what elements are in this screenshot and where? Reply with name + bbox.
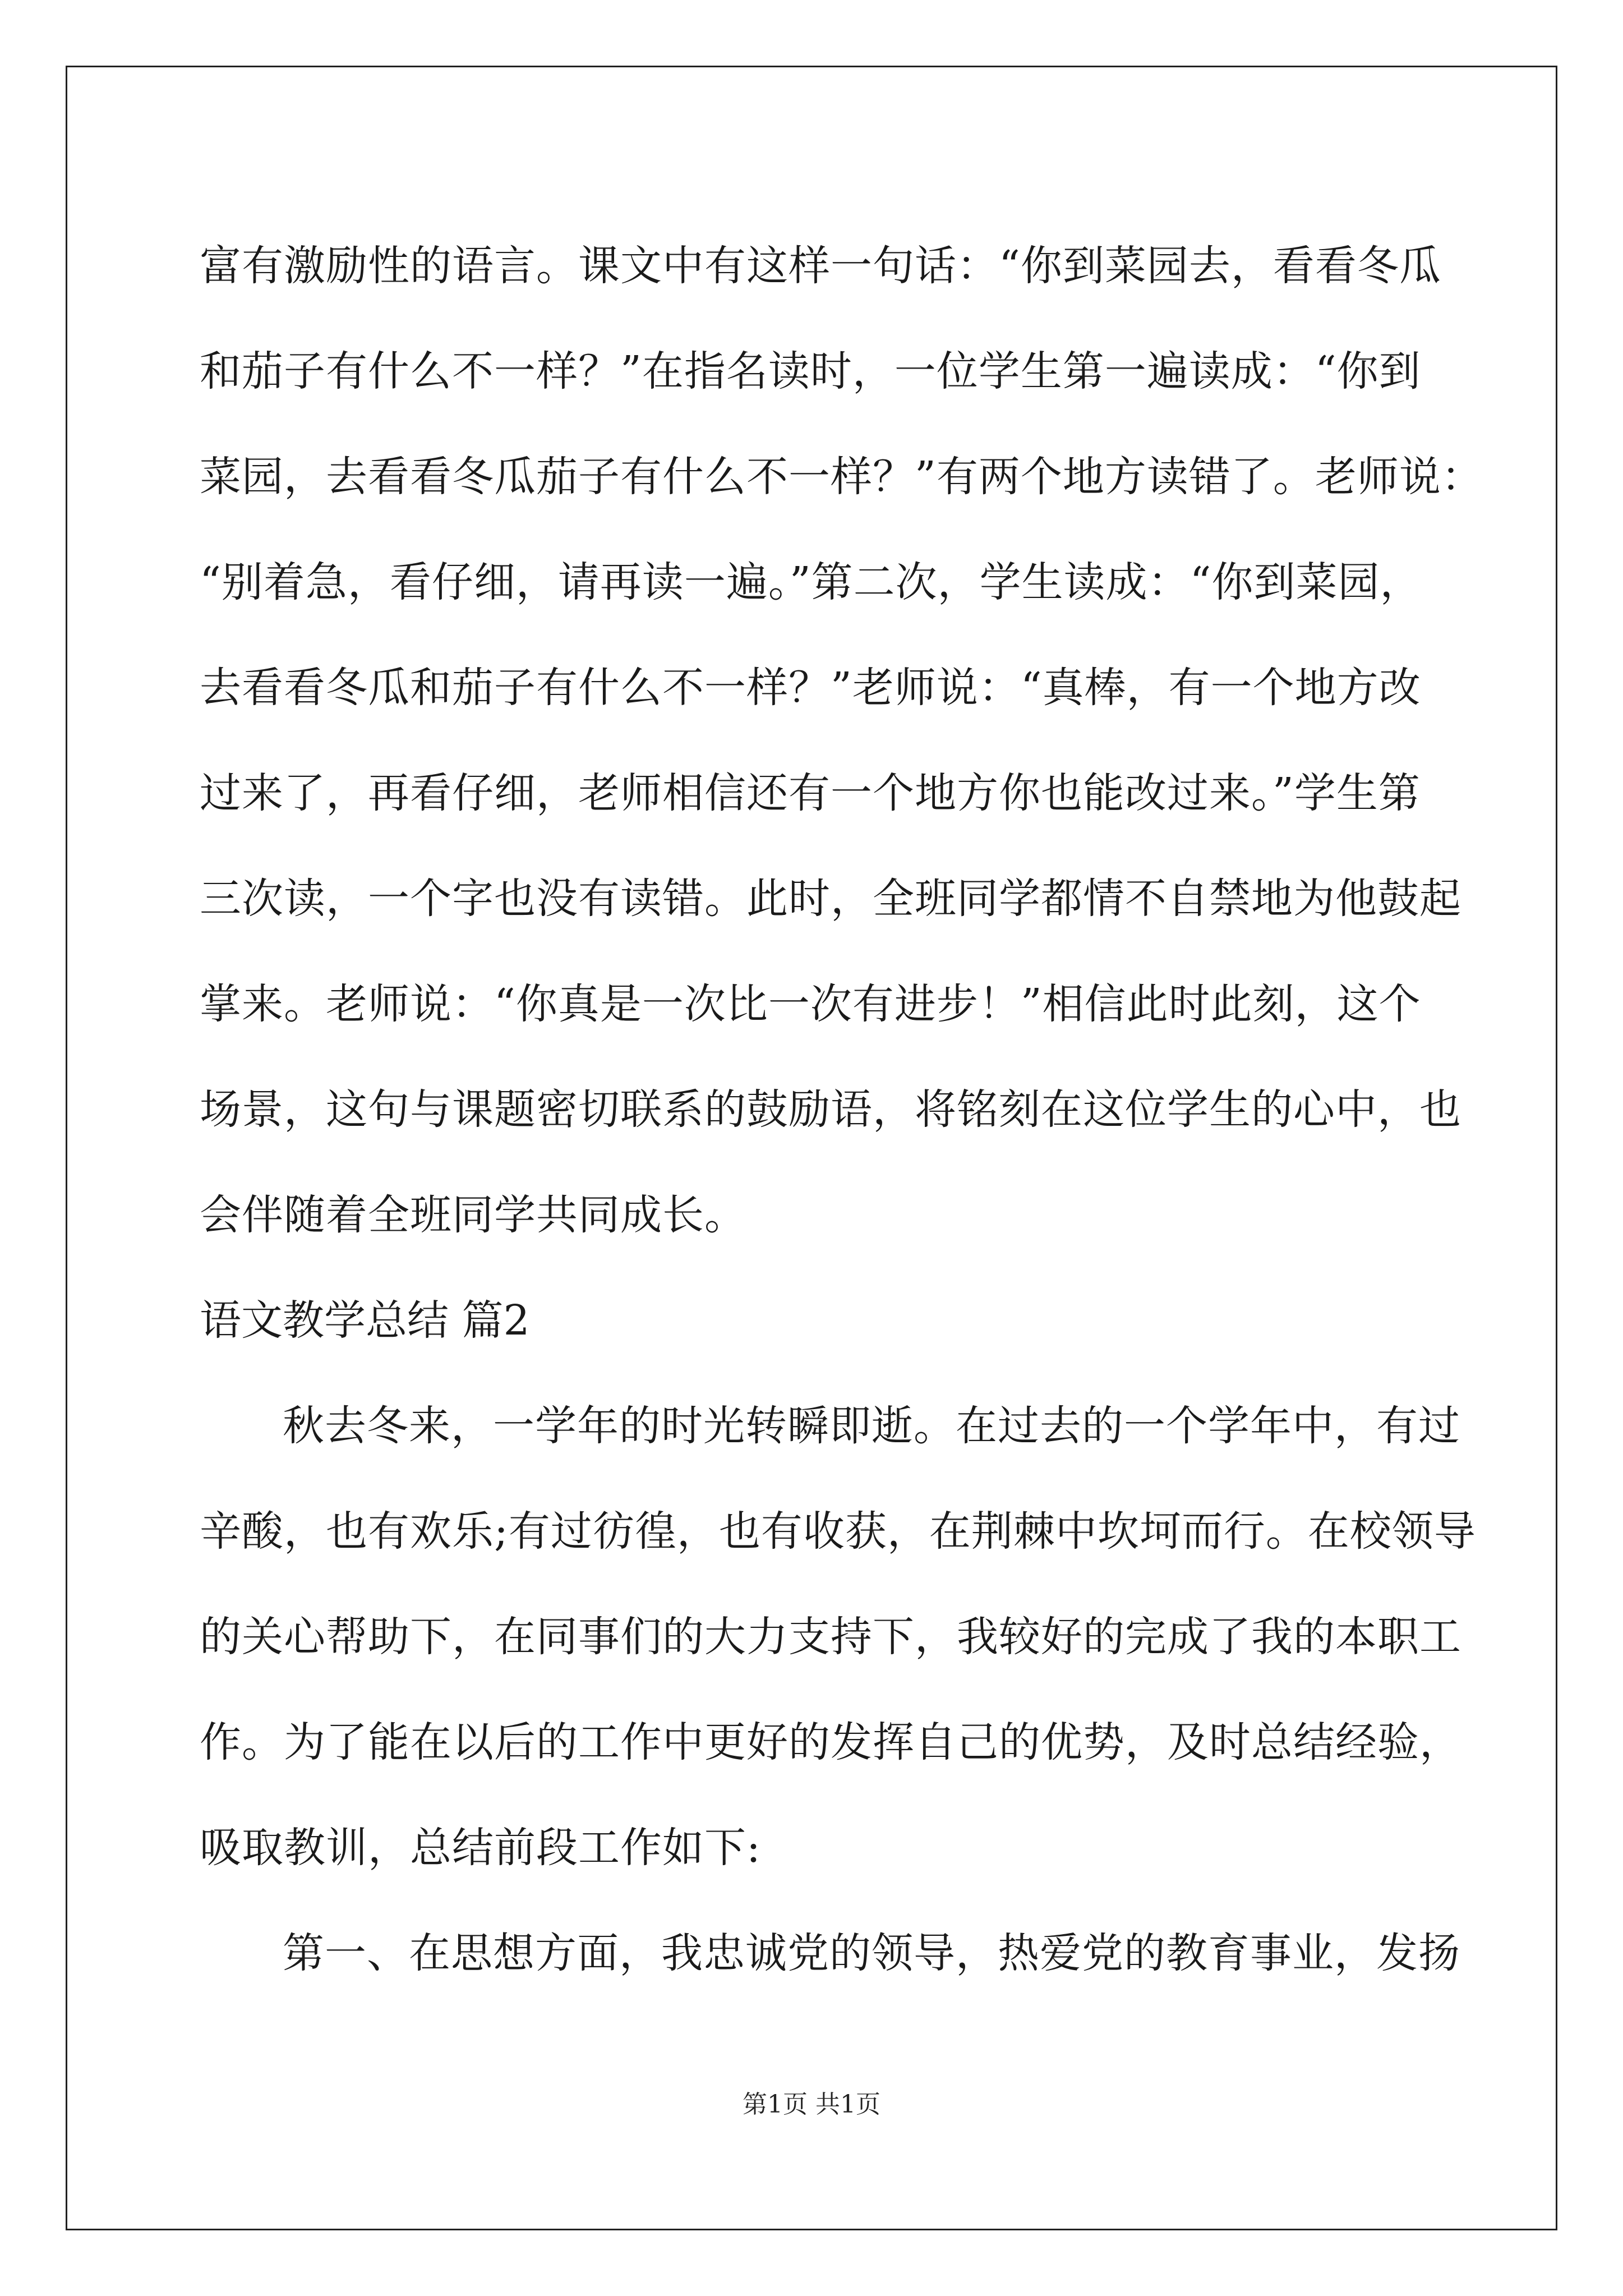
text-line: 吸取教训，总结前段工作如下: [200, 1824, 761, 1872]
document-body [200, 213, 1483, 2006]
paragraph-2 [200, 1373, 1476, 1901]
text-line: 辛酸，也有欢乐;有过彷徨，也有收获，在荆棘中坎坷而行。在校领导 [200, 1507, 1476, 1556]
text-line: 作。为了能在以后的工作中更好的发挥自己的优势，及时总结经验， [200, 1718, 1461, 1766]
paragraph-1 [200, 213, 1483, 1268]
text-line: 的关心帮助下，在同事们的大力支持下，我较好的完成了我的本职工 [200, 1613, 1461, 1661]
text-line: 菜园，去看看冬瓜茄子有什么不一样？”有两个地方读错了。老师说： [200, 453, 1483, 501]
text-line: 场景，这句与课题密切联系的鼓励语，将铭刻在这位学生的心中，也 [200, 1085, 1461, 1134]
text-line: “别着急，看仔细，请再读一遍。”第二次，学生读成：“你到菜园， [200, 558, 1422, 606]
page-footer: 第1页 共1页 [743, 2090, 880, 2119]
text-line: 会伴随着全班同学共同成长。 [200, 1191, 746, 1239]
text-line: 三次读，一个字也没有读错。此时，全班同学都情不自禁地为他鼓起 [200, 875, 1461, 923]
text-line: 过来了，再看仔细，老师相信还有一个地方你也能改过来。”学生第 [200, 769, 1421, 817]
text-line: 和茄子有什么不一样？”在指名读时，一位学生第一遍读成：“你到 [200, 347, 1421, 395]
text-line: 第一、在思想方面，我忠诚党的领导，热爱党的教育事业，发扬 [283, 1929, 1460, 1977]
text-line: 秋去冬来，一学年的时光转瞬即逝。在过去的一个学年中，有过 [283, 1402, 1460, 1450]
text-line: 去看看冬瓜和茄子有什么不一样？”老师说：“真棒，有一个地方改 [200, 664, 1421, 712]
text-line: 掌来。老师说：“你真是一次比一次有进步！”相信此时此刻，这个 [200, 980, 1421, 1028]
paragraph-3 [200, 1901, 1460, 2006]
text-line: 富有激励性的语言。课文中有这样一句话：“你到菜园去，看看冬瓜 [200, 242, 1441, 290]
section-heading: 语文教学总结 篇2 [200, 1296, 530, 1345]
